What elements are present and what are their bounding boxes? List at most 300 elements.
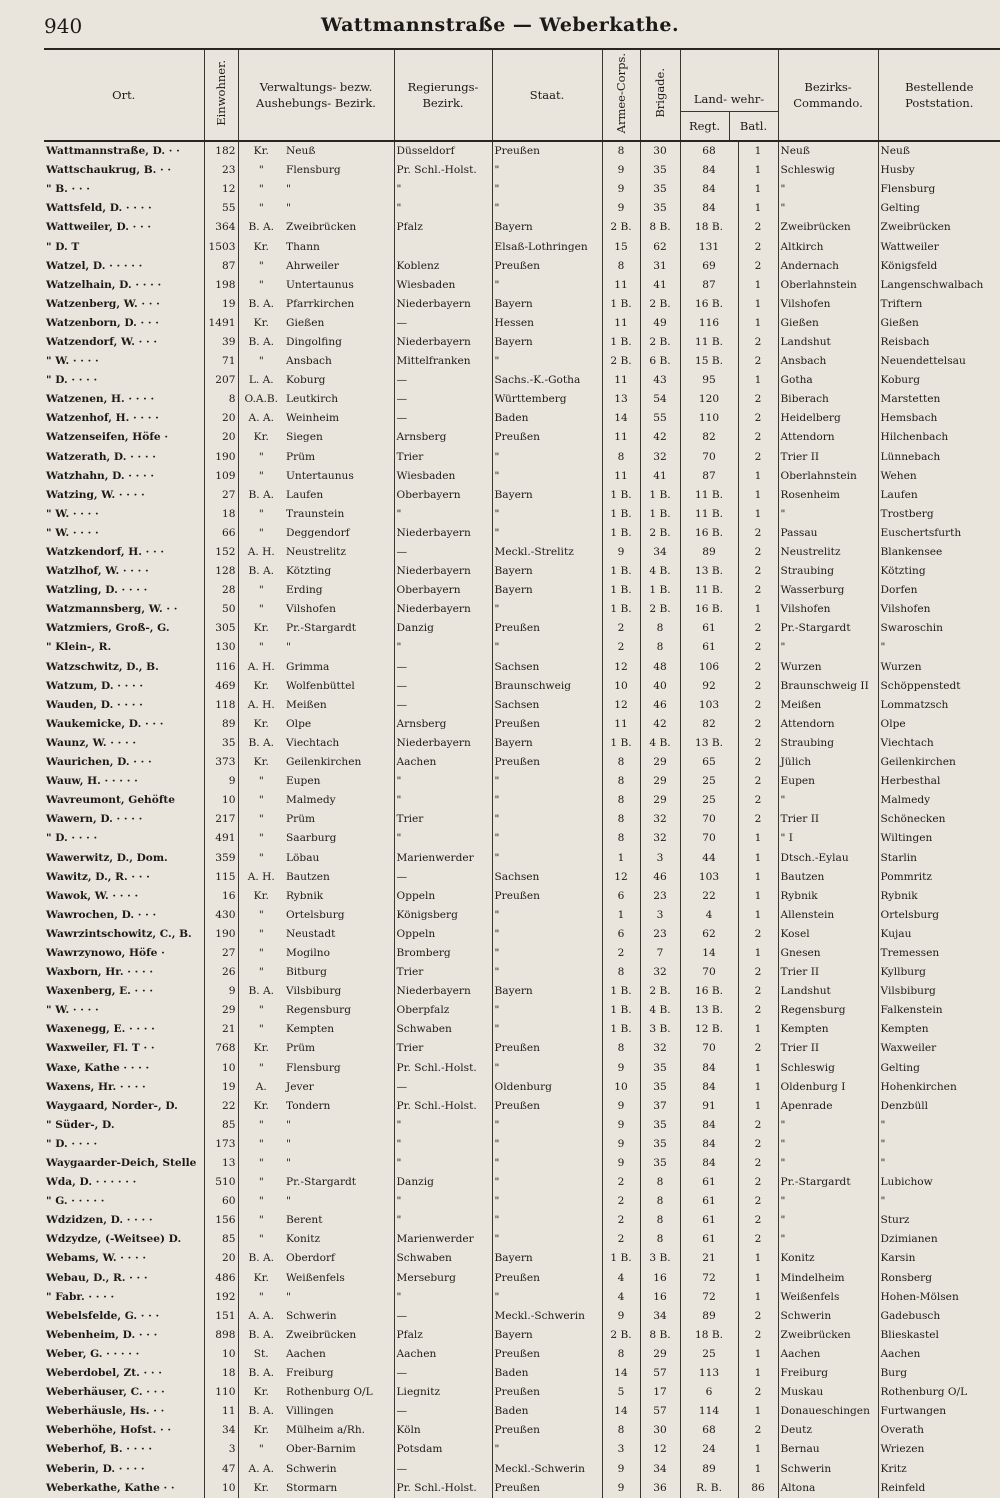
cell-armee: 9 bbox=[602, 161, 640, 180]
cell-bezirks: Vilshofen bbox=[778, 600, 878, 619]
cell-brigade: 32 bbox=[640, 829, 680, 848]
cell-post: Aachen bbox=[880, 1347, 921, 1360]
cell-brigade: 4 B. bbox=[640, 734, 680, 753]
cell-einwohner: 305 bbox=[204, 619, 238, 638]
cell-post: Hilchenbach bbox=[880, 431, 949, 444]
cell-post: Herbesthal bbox=[880, 775, 941, 788]
cell-staat: Meckl.-Schwerin bbox=[492, 1459, 602, 1478]
table-row bbox=[44, 1269, 1000, 1288]
cell-regierung bbox=[394, 237, 492, 256]
cell-staat: " bbox=[492, 467, 602, 486]
cell-brigade: 12 bbox=[640, 1440, 680, 1459]
cell-bezirks: Heidelberg bbox=[778, 409, 878, 428]
cell-ort: Watzenhof, H. · · · · bbox=[44, 409, 204, 428]
table-row bbox=[44, 829, 1000, 848]
cell-staat: " bbox=[492, 1192, 602, 1211]
cell-armee: 2 bbox=[602, 638, 640, 657]
cell-einwohner: 130 bbox=[204, 638, 238, 657]
cell-armee: 2 B. bbox=[602, 1326, 640, 1345]
cell-brigade: 8 B. bbox=[640, 218, 680, 237]
cell-bezirks: Apenrade bbox=[778, 1097, 878, 1116]
cell-armee: 8 bbox=[602, 1039, 640, 1058]
cell-regierung: Aachen bbox=[394, 1345, 492, 1364]
cell-verwaltung-bezirk: Regensburg bbox=[284, 1001, 394, 1020]
cell-brigade: 42 bbox=[640, 715, 680, 734]
col-post: Bestellende Poststation. bbox=[878, 49, 1000, 141]
cell-verwaltung-bezirk: Meißen bbox=[284, 696, 394, 715]
cell-regt: 69 bbox=[680, 257, 738, 276]
table-row bbox=[44, 1097, 1000, 1116]
cell-bezirks: Pr.-Stargardt bbox=[778, 619, 878, 638]
cell-verwaltung-bezirk: Vilshofen bbox=[284, 600, 394, 619]
cell-armee: 9 bbox=[602, 180, 640, 199]
cell-regt: 21 bbox=[680, 1249, 738, 1268]
cell-verwaltung-typ: " bbox=[258, 908, 264, 921]
cell-brigade: 32 bbox=[640, 810, 680, 829]
cell-verwaltung-bezirk: Untertaunus bbox=[284, 467, 394, 486]
cell-batl: 1 bbox=[738, 141, 778, 161]
cell-regt: 12 B. bbox=[680, 1020, 738, 1039]
cell-verwaltung-typ: Kr. bbox=[253, 1481, 269, 1494]
cell-regierung: " bbox=[394, 180, 492, 199]
cell-ort: Watzenberg, W. · · · bbox=[44, 295, 204, 314]
cell-verwaltung-typ: Kr. bbox=[253, 889, 269, 902]
cell-verwaltung-bezirk: Rybnik bbox=[284, 887, 394, 906]
cell-staat: " bbox=[492, 638, 602, 657]
cell-einwohner: 85 bbox=[204, 1116, 238, 1135]
cell-regierung: " bbox=[394, 1211, 492, 1230]
cell-post: Kötzting bbox=[880, 565, 926, 578]
cell-ort: Waukemicke, D. · · · bbox=[44, 715, 204, 734]
cell-regt: 82 bbox=[680, 428, 738, 447]
cell-staat: " bbox=[492, 810, 602, 829]
cell-regierung: — bbox=[394, 677, 492, 696]
col-bezirks: Bezirks- Commando. bbox=[778, 49, 878, 141]
cell-batl: 2 bbox=[738, 1173, 778, 1192]
cell-bezirks: " bbox=[778, 1230, 878, 1249]
cell-ort: Weber, G. · · · · · bbox=[44, 1345, 204, 1364]
cell-bezirks: Bautzen bbox=[778, 868, 878, 887]
table-row bbox=[44, 734, 1000, 753]
cell-verwaltung-bezirk: Deggendorf bbox=[284, 524, 394, 543]
cell-ort: Wdzidzen, D. · · · · bbox=[44, 1211, 204, 1230]
cell-staat: " bbox=[492, 772, 602, 791]
cell-einwohner: 182 bbox=[204, 141, 238, 161]
cell-regt: 116 bbox=[680, 314, 738, 333]
cell-verwaltung-bezirk: Neuß bbox=[284, 141, 394, 161]
cell-brigade: 3 B. bbox=[640, 1249, 680, 1268]
cell-post: Neuendettelsau bbox=[880, 355, 966, 368]
cell-brigade: 40 bbox=[640, 677, 680, 696]
cell-verwaltung-bezirk: Löbau bbox=[284, 848, 394, 867]
cell-einwohner: 20 bbox=[204, 428, 238, 447]
cell-regt: 82 bbox=[680, 715, 738, 734]
cell-batl: 1 bbox=[738, 295, 778, 314]
cell-staat: " bbox=[492, 1230, 602, 1249]
cell-staat: Sachsen bbox=[492, 696, 602, 715]
cell-regierung: — bbox=[394, 390, 492, 409]
cell-brigade: 35 bbox=[640, 199, 680, 218]
cell-regt: 70 bbox=[680, 448, 738, 467]
cell-verwaltung-bezirk: Neustrelitz bbox=[284, 543, 394, 562]
cell-post: Königsfeld bbox=[880, 259, 938, 272]
cell-brigade: 8 bbox=[640, 638, 680, 657]
cell-staat: Preußen bbox=[492, 1039, 602, 1058]
cell-regierung: Pr. Schl.-Holst. bbox=[394, 1097, 492, 1116]
cell-ort: Watzenen, H. · · · · bbox=[44, 390, 204, 409]
table-row bbox=[44, 1459, 1000, 1478]
cell-regierung: Düsseldorf bbox=[394, 141, 492, 161]
cell-regierung: — bbox=[394, 1402, 492, 1421]
cell-regierung: " bbox=[394, 1192, 492, 1211]
cell-batl: 2 bbox=[738, 390, 778, 409]
cell-brigade: 8 bbox=[640, 1173, 680, 1192]
cell-batl: 2 bbox=[738, 1039, 778, 1058]
cell-armee: 1 B. bbox=[602, 1020, 640, 1039]
cell-ort: Weberhäusle, Hs. · · bbox=[44, 1402, 204, 1421]
cell-verwaltung-typ: Kr. bbox=[253, 1099, 269, 1112]
cell-batl: 1 bbox=[738, 199, 778, 218]
cell-regierung: — bbox=[394, 1364, 492, 1383]
cell-ort: Wauw, H. · · · · · bbox=[44, 772, 204, 791]
cell-batl: 2 bbox=[738, 543, 778, 562]
cell-staat: Preußen bbox=[492, 1421, 602, 1440]
table-row bbox=[44, 505, 1000, 524]
cell-batl: 1 bbox=[738, 944, 778, 963]
cell-ort: Weberhof, B. · · · · bbox=[44, 1440, 204, 1459]
cell-brigade: 1 B. bbox=[640, 505, 680, 524]
cell-regt: 95 bbox=[680, 371, 738, 390]
cell-batl: 2 bbox=[738, 1307, 778, 1326]
cell-ort: " W. · · · · bbox=[44, 505, 204, 524]
cell-staat: Bayern bbox=[492, 734, 602, 753]
cell-armee: 9 bbox=[602, 1116, 640, 1135]
cell-batl: 2 bbox=[738, 638, 778, 657]
cell-batl: 1 bbox=[738, 906, 778, 925]
cell-verwaltung-typ: B. A. bbox=[248, 565, 275, 578]
cell-batl: 2 bbox=[738, 696, 778, 715]
cell-regt: 16 B. bbox=[680, 982, 738, 1001]
cell-ort: Watzenseifen, Höfe · bbox=[44, 428, 204, 447]
cell-verwaltung-typ: B. A. bbox=[248, 297, 275, 310]
cell-verwaltung-typ: L. A. bbox=[248, 374, 274, 387]
cell-armee: 1 B. bbox=[602, 333, 640, 352]
cell-brigade: 1 B. bbox=[640, 486, 680, 505]
cell-verwaltung-bezirk: Schwerin bbox=[284, 1459, 394, 1478]
cell-verwaltung-bezirk: Aachen bbox=[284, 1345, 394, 1364]
cell-post: Lünnebach bbox=[880, 450, 941, 463]
cell-batl: 1 bbox=[738, 887, 778, 906]
cell-post: Starlin bbox=[880, 851, 918, 864]
cell-batl: 1 bbox=[738, 1288, 778, 1307]
cell-ort: Weberdobel, Zt. · · · bbox=[44, 1364, 204, 1383]
table-row bbox=[44, 1211, 1000, 1230]
cell-brigade: 29 bbox=[640, 1345, 680, 1364]
cell-batl: 1 bbox=[738, 868, 778, 887]
cell-bezirks: Trier II bbox=[778, 1039, 878, 1058]
cell-armee: 6 bbox=[602, 925, 640, 944]
table-row bbox=[44, 906, 1000, 925]
cell-batl: 2 bbox=[738, 409, 778, 428]
cell-post: Triftern bbox=[880, 297, 923, 310]
cell-brigade: 35 bbox=[640, 1135, 680, 1154]
cell-post: " bbox=[880, 641, 886, 654]
cell-batl: 2 bbox=[738, 1154, 778, 1173]
cell-bezirks: Regensburg bbox=[778, 1001, 878, 1020]
cell-einwohner: 89 bbox=[204, 715, 238, 734]
cell-bezirks: Weißenfels bbox=[778, 1288, 878, 1307]
cell-regt: 84 bbox=[680, 161, 738, 180]
cell-batl: 2 bbox=[738, 791, 778, 810]
cell-armee: 3 bbox=[602, 1440, 640, 1459]
cell-batl: 2 bbox=[738, 658, 778, 677]
cell-post: Blieskastel bbox=[880, 1328, 939, 1341]
cell-brigade: 49 bbox=[640, 314, 680, 333]
cell-regt: 87 bbox=[680, 467, 738, 486]
cell-post: Neuß bbox=[880, 145, 910, 158]
cell-regierung: Pr. Schl.-Holst. bbox=[394, 1479, 492, 1498]
cell-verwaltung-typ: " bbox=[258, 450, 264, 463]
cell-verwaltung-bezirk: Zweibrücken bbox=[284, 1326, 394, 1345]
table-row bbox=[44, 562, 1000, 581]
cell-post: Laufen bbox=[880, 488, 918, 501]
cell-verwaltung-typ: " bbox=[258, 1214, 264, 1227]
cell-ort: Waxe, Kathe · · · · bbox=[44, 1059, 204, 1078]
cell-regt: 22 bbox=[680, 887, 738, 906]
cell-staat: Bayern bbox=[492, 486, 602, 505]
cell-brigade: 32 bbox=[640, 1039, 680, 1058]
cell-ort: Watzenborn, D. · · · bbox=[44, 314, 204, 333]
cell-verwaltung-bezirk: " bbox=[284, 180, 394, 199]
cell-verwaltung-typ: " bbox=[258, 794, 264, 807]
cell-einwohner: 3 bbox=[204, 1440, 238, 1459]
cell-einwohner: 28 bbox=[204, 581, 238, 600]
cell-post: Gadebusch bbox=[880, 1309, 941, 1322]
cell-armee: 1 B. bbox=[602, 562, 640, 581]
table-row bbox=[44, 1326, 1000, 1345]
cell-ort: Weberhäuser, C. · · · bbox=[44, 1383, 204, 1402]
cell-ort: Watzling, D. · · · · bbox=[44, 581, 204, 600]
cell-bezirks: Schwerin bbox=[778, 1459, 878, 1478]
cell-verwaltung-bezirk: Ortelsburg bbox=[284, 906, 394, 925]
cell-regt: 61 bbox=[680, 1173, 738, 1192]
cell-brigade: 48 bbox=[640, 658, 680, 677]
cell-regierung: — bbox=[394, 868, 492, 887]
cell-brigade: 35 bbox=[640, 180, 680, 199]
cell-staat: Baden bbox=[492, 1402, 602, 1421]
cell-regierung: Marienwerder bbox=[394, 1230, 492, 1249]
cell-batl: 1 bbox=[738, 1097, 778, 1116]
cell-bezirks: " bbox=[778, 1154, 878, 1173]
cell-regt: 70 bbox=[680, 1039, 738, 1058]
cell-armee: 2 bbox=[602, 619, 640, 638]
cell-regt: 84 bbox=[680, 1059, 738, 1078]
cell-regt: 65 bbox=[680, 753, 738, 772]
cell-einwohner: 60 bbox=[204, 1192, 238, 1211]
cell-einwohner: 20 bbox=[204, 409, 238, 428]
cell-brigade: 43 bbox=[640, 371, 680, 390]
cell-batl: 2 bbox=[738, 524, 778, 543]
col-brigade: Brigade. bbox=[640, 49, 680, 141]
cell-staat: Preußen bbox=[492, 887, 602, 906]
table-row bbox=[44, 141, 1000, 161]
cell-regt: 114 bbox=[680, 1402, 738, 1421]
cell-batl: 1 bbox=[738, 1459, 778, 1478]
cell-verwaltung-bezirk: Leutkirch bbox=[284, 390, 394, 409]
cell-post: Overath bbox=[880, 1424, 924, 1437]
cell-post: Zweibrücken bbox=[880, 221, 951, 234]
cell-staat: Preußen bbox=[492, 428, 602, 447]
cell-einwohner: 152 bbox=[204, 543, 238, 562]
cell-staat: Preußen bbox=[492, 1383, 602, 1402]
cell-regt: 61 bbox=[680, 638, 738, 657]
cell-einwohner: 217 bbox=[204, 810, 238, 829]
cell-post: Lubichow bbox=[880, 1176, 933, 1189]
table-row bbox=[44, 276, 1000, 295]
cell-regierung: Pfalz bbox=[394, 1326, 492, 1345]
cell-regierung: Trier bbox=[394, 963, 492, 982]
cell-regierung: Trier bbox=[394, 810, 492, 829]
cell-post: Hemsbach bbox=[880, 412, 938, 425]
cell-batl: 1 bbox=[738, 1364, 778, 1383]
cell-staat: " bbox=[492, 448, 602, 467]
col-verwaltung: Verwaltungs- bezw. Aushebungs- Bezirk. bbox=[238, 49, 394, 141]
cell-bezirks: " bbox=[778, 180, 878, 199]
cell-verwaltung-bezirk: Saarburg bbox=[284, 829, 394, 848]
cell-verwaltung-bezirk: Weißenfels bbox=[284, 1269, 394, 1288]
cell-armee: 6 bbox=[602, 887, 640, 906]
table-row bbox=[44, 791, 1000, 810]
cell-einwohner: 491 bbox=[204, 829, 238, 848]
cell-armee: 1 B. bbox=[602, 295, 640, 314]
cell-verwaltung-bezirk: Viechtach bbox=[284, 734, 394, 753]
table-row bbox=[44, 295, 1000, 314]
cell-armee: 14 bbox=[602, 1402, 640, 1421]
cell-verwaltung-typ: " bbox=[258, 813, 264, 826]
cell-post: Olpe bbox=[880, 717, 906, 730]
cell-verwaltung-bezirk: Untertaunus bbox=[284, 276, 394, 295]
table-row bbox=[44, 543, 1000, 562]
cell-ort: Wda, D. · · · · · · bbox=[44, 1173, 204, 1192]
col-batl: Batl. bbox=[739, 119, 768, 133]
cell-verwaltung-bezirk: Stormarn bbox=[284, 1479, 394, 1498]
cell-bezirks: Pr.-Stargardt bbox=[778, 1173, 878, 1192]
cell-brigade: 8 bbox=[640, 619, 680, 638]
cell-post: Husby bbox=[880, 164, 915, 177]
cell-bezirks: Oldenburg I bbox=[778, 1078, 878, 1097]
cell-regt: 70 bbox=[680, 810, 738, 829]
cell-ort: Waygaard, Norder-, D. bbox=[44, 1097, 204, 1116]
table-row bbox=[44, 352, 1000, 371]
cell-verwaltung-typ: Kr. bbox=[253, 431, 269, 444]
cell-einwohner: 469 bbox=[204, 677, 238, 696]
cell-armee: 11 bbox=[602, 715, 640, 734]
cell-staat: Preußen bbox=[492, 753, 602, 772]
cell-verwaltung-typ: A. A. bbox=[248, 1462, 274, 1475]
cell-regt: 120 bbox=[680, 390, 738, 409]
cell-regt: 72 bbox=[680, 1288, 738, 1307]
cell-regt: 18 B. bbox=[680, 218, 738, 237]
cell-ort: Wattsfeld, D. · · · · bbox=[44, 199, 204, 218]
cell-staat: Oldenburg bbox=[492, 1078, 602, 1097]
cell-post: Gelting bbox=[880, 202, 920, 215]
table-row bbox=[44, 524, 1000, 543]
cell-armee: 1 B. bbox=[602, 524, 640, 543]
cell-verwaltung-typ: " bbox=[258, 183, 264, 196]
cell-brigade: 35 bbox=[640, 161, 680, 180]
cell-bezirks: Altona bbox=[778, 1479, 878, 1498]
cell-regierung: Mittelfranken bbox=[394, 352, 492, 371]
cell-bezirks: Attendorn bbox=[778, 428, 878, 447]
cell-einwohner: 26 bbox=[204, 963, 238, 982]
cell-armee: 12 bbox=[602, 696, 640, 715]
cell-regt: 25 bbox=[680, 791, 738, 810]
cell-staat: Preußen bbox=[492, 619, 602, 638]
cell-regierung: Niederbayern bbox=[394, 982, 492, 1001]
cell-regierung: " bbox=[394, 199, 492, 218]
cell-einwohner: 486 bbox=[204, 1269, 238, 1288]
cell-verwaltung-bezirk: Neustadt bbox=[284, 925, 394, 944]
cell-post: Ronsberg bbox=[880, 1271, 933, 1284]
cell-einwohner: 35 bbox=[204, 734, 238, 753]
cell-regierung: Arnsberg bbox=[394, 428, 492, 447]
cell-einwohner: 768 bbox=[204, 1039, 238, 1058]
cell-ort: Webams, W. · · · · bbox=[44, 1249, 204, 1268]
col-armee: Armee-Corps. bbox=[602, 49, 640, 141]
cell-brigade: 7 bbox=[640, 944, 680, 963]
cell-verwaltung-typ: A. A. bbox=[248, 1309, 274, 1322]
cell-ort: Waxweiler, Fl. T · · bbox=[44, 1039, 204, 1058]
cell-staat: Meckl.-Strelitz bbox=[492, 543, 602, 562]
cell-batl: 2 bbox=[738, 677, 778, 696]
cell-staat: Württemberg bbox=[492, 390, 602, 409]
cell-regierung: Danzig bbox=[394, 1173, 492, 1192]
cell-post: Ortelsburg bbox=[880, 908, 940, 921]
cell-bezirks: Dtsch.-Eylau bbox=[778, 848, 878, 867]
cell-batl: 1 bbox=[738, 1269, 778, 1288]
cell-staat: " bbox=[492, 829, 602, 848]
table-row bbox=[44, 1173, 1000, 1192]
cell-verwaltung-bezirk: Pr.-Stargardt bbox=[284, 619, 394, 638]
cell-regt: 61 bbox=[680, 1211, 738, 1230]
cell-brigade: 1 B. bbox=[640, 581, 680, 600]
cell-brigade: 3 bbox=[640, 906, 680, 925]
cell-staat: Sachsen bbox=[492, 658, 602, 677]
cell-verwaltung-bezirk: Laufen bbox=[284, 486, 394, 505]
cell-post: Euschertsfurth bbox=[880, 526, 962, 539]
cell-regierung: Niederbayern bbox=[394, 333, 492, 352]
cell-verwaltung-typ: " bbox=[258, 202, 264, 215]
cell-verwaltung-bezirk: Thann bbox=[284, 237, 394, 256]
cell-staat: Preußen bbox=[492, 141, 602, 161]
cell-verwaltung-bezirk: Villingen bbox=[284, 1402, 394, 1421]
cell-regierung: Liegnitz bbox=[394, 1383, 492, 1402]
cell-bezirks: " bbox=[778, 1211, 878, 1230]
cell-staat: Bayern bbox=[492, 1249, 602, 1268]
cell-regierung: " bbox=[394, 772, 492, 791]
cell-brigade: 54 bbox=[640, 390, 680, 409]
table-row bbox=[44, 218, 1000, 237]
cell-regierung: Oppeln bbox=[394, 887, 492, 906]
cell-regt: 103 bbox=[680, 696, 738, 715]
cell-staat: Meckl.-Schwerin bbox=[492, 1307, 602, 1326]
cell-brigade: 4 B. bbox=[640, 562, 680, 581]
cell-regt: 72 bbox=[680, 1269, 738, 1288]
cell-batl: 2 bbox=[738, 734, 778, 753]
cell-staat: Preußen bbox=[492, 1269, 602, 1288]
cell-brigade: 8 bbox=[640, 1230, 680, 1249]
cell-verwaltung-bezirk: Prüm bbox=[284, 810, 394, 829]
